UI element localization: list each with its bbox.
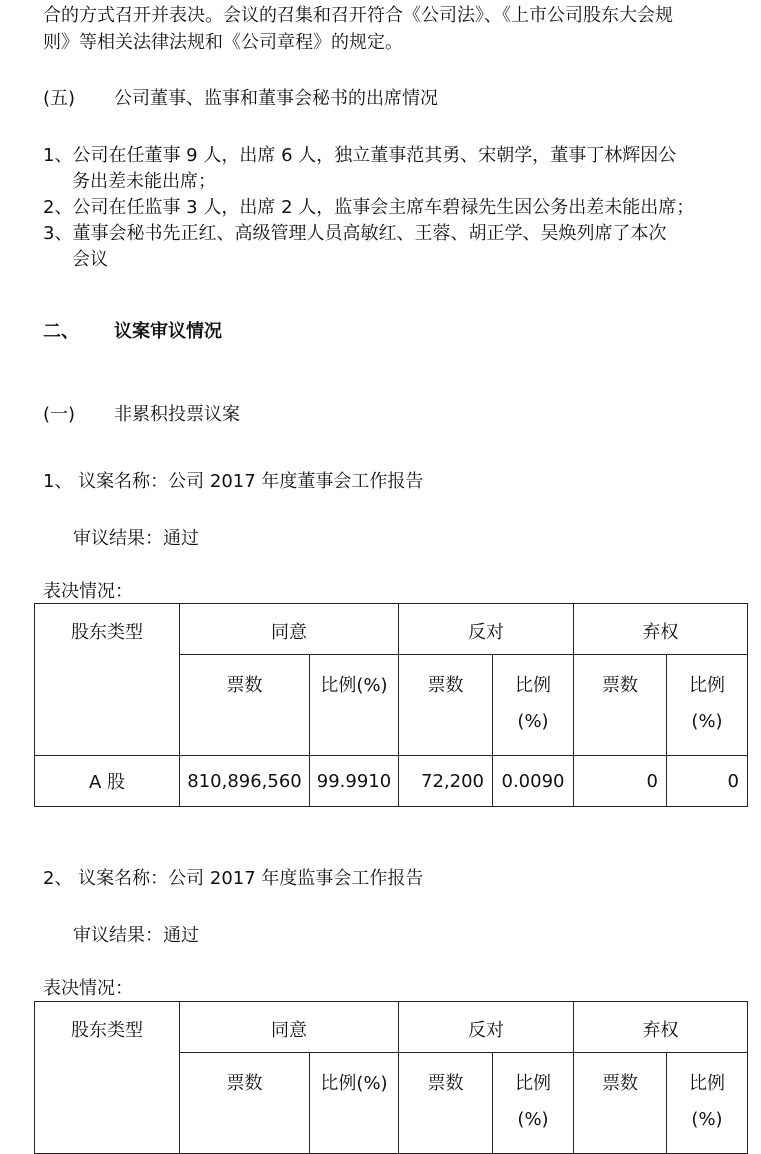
header-oppose: 反对 <box>399 604 574 655</box>
attendance-item-1-cont: 务出差未能出席； <box>72 171 216 192</box>
header-agree-votes: 票数 <box>180 1053 310 1154</box>
attendance-item-2: 2、公司在任监事 3 人，出席 2 人，监事会主席车碧禄先生因公务出差未能出席； <box>43 197 695 218</box>
header-agree-ratio: 比例(%) <box>310 1053 399 1154</box>
ratio-label: 比例 <box>515 1073 551 1094</box>
subsection-1-title: 非累积投票议案 <box>114 404 240 425</box>
motion-2-vote-label: 表决情况： <box>43 978 133 999</box>
header-oppose-votes: 票数 <box>399 655 493 756</box>
attendance-item-1: 1、公司在任董事 9 人，出席 6 人，独立董事范其勇、宋朝学，董事丁林辉因公 <box>43 145 677 166</box>
header-abstain-ratio <box>667 655 748 756</box>
row-oppose-votes: 72,200 <box>399 756 493 807</box>
header-oppose: 反对 <box>399 1002 574 1053</box>
intro-line-2: 则》等相关法律法规和《公司章程》的规定。 <box>43 32 403 53</box>
section-2-number: 二、 <box>43 321 79 342</box>
header-agree: 同意 <box>180 1002 399 1053</box>
header-abstain: 弃权 <box>574 604 748 655</box>
subsection-1-number: (一) <box>43 404 76 425</box>
header-oppose-ratio <box>493 1053 574 1154</box>
section-5-title: 公司董事、监事和董事会秘书的出席情况 <box>114 88 438 109</box>
header-abstain-votes: 票数 <box>574 655 667 756</box>
motion-2-result: 审议结果：通过 <box>73 925 199 946</box>
section-2-title: 议案审议情况 <box>114 321 222 342</box>
attendance-item-3-cont: 会议 <box>72 249 108 270</box>
motion-2-title: 2、 议案名称：公司 2017 年度监事会工作报告 <box>43 868 424 889</box>
row-shareholder-type: A 股 <box>35 756 180 807</box>
row-agree-votes: 810,896,560 <box>180 756 310 807</box>
ratio-label: 比例 <box>689 1073 725 1094</box>
motion-1-vote-label: 表决情况： <box>43 581 133 602</box>
header-agree-votes: 票数 <box>180 655 310 756</box>
section-5-number: (五) <box>43 88 76 109</box>
header-agree-ratio: 比例(%) <box>310 655 399 756</box>
header-abstain: 弃权 <box>574 1002 748 1053</box>
motion-1-result: 审议结果：通过 <box>73 528 199 549</box>
header-shareholder-type: 股东类型 <box>35 604 180 756</box>
ratio-label: 比例 <box>689 675 725 696</box>
header-agree: 同意 <box>180 604 399 655</box>
percent-label: (%) <box>691 1109 723 1130</box>
header-shareholder-type: 股东类型 <box>35 1002 180 1154</box>
header-abstain-ratio <box>667 1053 748 1154</box>
motion-2-vote-table <box>34 1001 748 1154</box>
percent-label: (%) <box>517 1109 549 1130</box>
intro-line-1: 合的方式召开并表决。会议的召集和召开符合《公司法》、《上市公司股东大会规 <box>43 5 673 26</box>
header-oppose-votes: 票数 <box>399 1053 493 1154</box>
ratio-label: 比例 <box>515 675 551 696</box>
header-abstain-votes: 票数 <box>574 1053 667 1154</box>
row-abstain-votes: 0 <box>574 756 667 807</box>
row-oppose-ratio: 0.0090 <box>493 756 574 807</box>
attendance-item-3: 3、董事会秘书先正红、高级管理人员高敏红、王蓉、胡正学、吴焕列席了本次 <box>43 223 667 244</box>
motion-1-title: 1、 议案名称：公司 2017 年度董事会工作报告 <box>43 471 424 492</box>
row-abstain-ratio: 0 <box>667 756 748 807</box>
motion-1-vote-table <box>34 603 748 807</box>
row-agree-ratio: 99.9910 <box>310 756 399 807</box>
header-oppose-ratio <box>493 655 574 756</box>
percent-label: (%) <box>517 711 549 732</box>
percent-label: (%) <box>691 711 723 732</box>
